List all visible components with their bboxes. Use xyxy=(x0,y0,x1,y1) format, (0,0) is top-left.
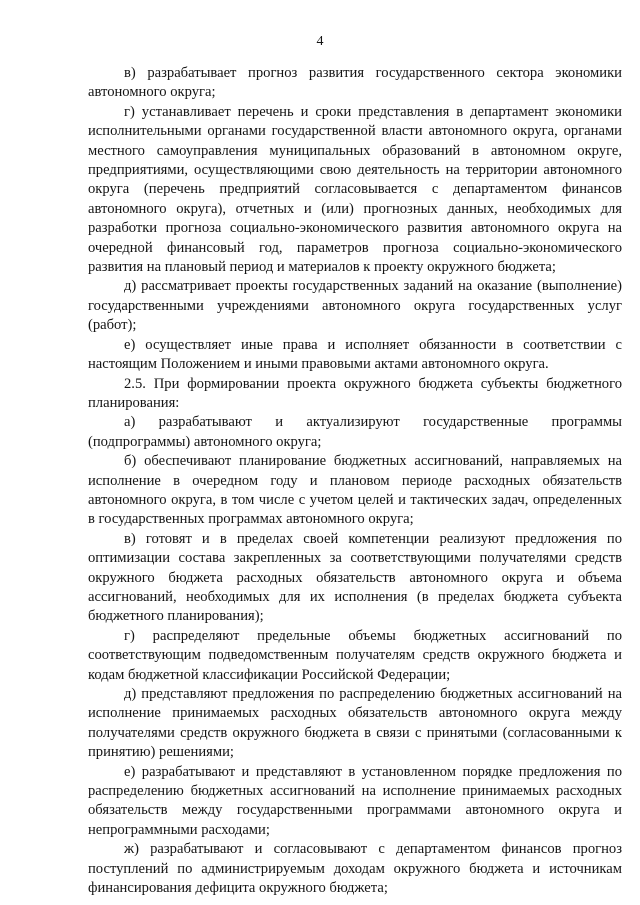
page-number: 4 xyxy=(316,34,324,49)
paragraph-d-state-assignments: д) рассматривает проекты государственных заданий на оказание (выполнение) государственными учреждениями автономного округа государственных услуг (работ); xyxy=(88,278,622,334)
paragraph-e-other-rights: е) осуществляет иные права и исполняет обязанности в соответствии с настоящим Положением и иными правовыми актами автономного округа. xyxy=(88,336,622,373)
paragraph-v-forecast: в) разрабатывает прогноз развития государственного сектора экономики автономного округа; xyxy=(88,65,622,101)
paragraph-e-program-proposals: е) разрабатывают и представляют в установленном порядке предложения по распределению бюджетных ассигнований на исполнение принимаемых расходных обязательств между государственными программами автономного округа и непрограммными расходами; xyxy=(88,763,622,838)
paragraph-g-reporting-list: г) устанавливает перечень и сроки представления в департамент экономики исполнительными органами государственной власти автономного округа, органами местного самоуправления муниципальных образований в автономном округе, предприятиями, осуществляющими свою деятельность на территории автономного округа (перечень предприятий согласовывается с департаментом финансов автономного округа), отчетных и (или) прогнозных данных, необходимых для разработки прогноза социально-экономического развития автономного округа на очередной финансовый год, параметров прогноза социально-экономического развития на плановый период и материалов к проекту окружного бюджета; xyxy=(88,103,622,276)
section-2-5-heading: 2.5. При формировании проекта окружного бюджета субъекты бюджетного планирования: xyxy=(88,375,622,411)
paragraph-a-programs: а) разрабатывают и актуализируют государственные программы (подпрограммы) автономного округа; xyxy=(88,414,622,450)
paragraph-b-planning: б) обеспечивают планирование бюджетных ассигнований, направляемых на исполнение в очередном году и плановом периоде расходных обязательств автономного округа, в том числе с учетом целей и тактических задач, определенных в государственных программах автономного округа; xyxy=(88,453,622,528)
paragraph-d-proposals: д) представляют предложения по распределению бюджетных ассигнований на исполнение принимаемых расходных обязательств автономного округа между получателями средств окружного бюджета в связи с принятыми (согласованными к принятию) решениями; xyxy=(88,686,622,761)
paragraph-g-distribution: г) распределяют предельные объемы бюджетных ассигнований по соответствующим подведомственным получателям средств окружного бюджета и кодам бюджетной классификации Российской Федерации; xyxy=(88,627,622,683)
document-body xyxy=(88,64,622,898)
paragraph-v-optimization: в) готовят и в пределах своей компетенции реализуют предложения по оптимизации состава закрепленных за соответствующими получателями средств окружного бюджета расходных обязательств автономного округа и объема ассигнований, необходимых для их исполнения (в пределах бюджета субъекта бюджетного планирования); xyxy=(88,530,622,625)
paragraph-zh-revenue-forecast: ж) разрабатывают и согласовывают с департаментом финансов прогноз поступлений по администрируемым доходам окружного бюджета и источникам финансирования дефицита окружного бюджета; xyxy=(88,841,622,897)
